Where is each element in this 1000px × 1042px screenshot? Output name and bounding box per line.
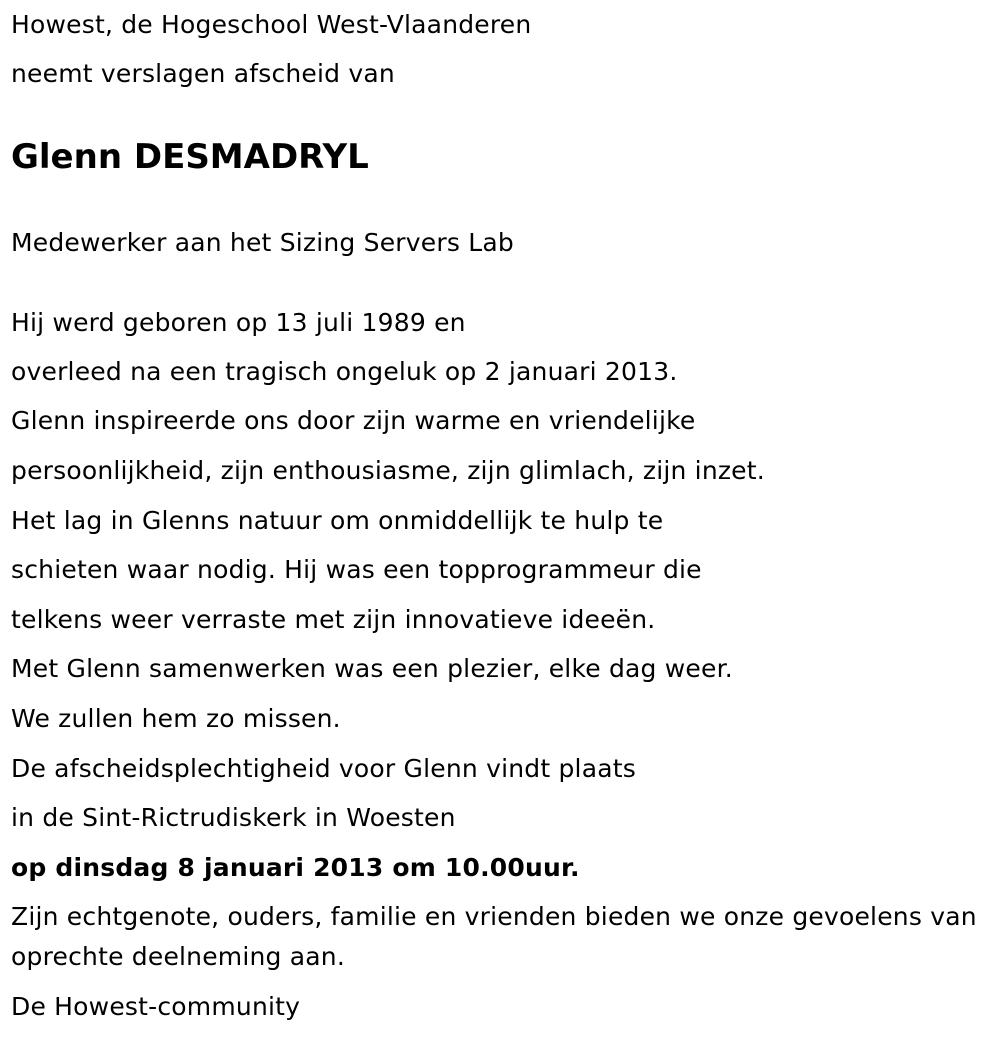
body-line: schieten waar nodig. Hij was een topprogrammeur die — [11, 555, 702, 584]
body-line: Glenn inspireerde ons door zijn warme en vriendelijke — [11, 406, 696, 435]
deceased-role: Medewerker aan het Sizing Servers Lab — [11, 228, 514, 257]
ceremony-date: op dinsdag 8 januari 2013 om 10.00uur. — [11, 853, 580, 882]
body-line: persoonlijkheid, zijn enthousiasme, zijn glimlach, zijn inzet. — [11, 456, 765, 485]
signature: De Howest-community — [11, 992, 301, 1021]
body-line: De afscheidsplechtigheid voor Glenn vindt plaats — [11, 754, 636, 783]
body-line: Het lag in Glenns natuur om onmiddellijk te hulp te — [11, 506, 664, 535]
body-line: We zullen hem zo missen. — [11, 704, 341, 733]
header-institution: Howest, de Hogeschool West-Vlaanderen — [11, 10, 532, 39]
deceased-name: Glenn DESMADRYL — [11, 137, 369, 177]
condolence-text: Zijn echtgenote, ouders, familie en vrienden bieden we onze gevoelens van oprechte deelneming aan. — [11, 902, 977, 971]
body-line: in de Sint-Rictrudiskerk in Woesten — [11, 803, 456, 832]
body-line: Met Glenn samenwerken was een plezier, elke dag weer. — [11, 654, 733, 683]
header-intro: neemt verslagen afscheid van — [11, 59, 395, 88]
body-line: overleed na een tragisch ongeluk op 2 januari 2013. — [11, 357, 678, 386]
body-line: Hij werd geboren op 13 juli 1989 en — [11, 308, 466, 337]
body-line: telkens weer verraste met zijn innovatieve ideeën. — [11, 605, 656, 634]
